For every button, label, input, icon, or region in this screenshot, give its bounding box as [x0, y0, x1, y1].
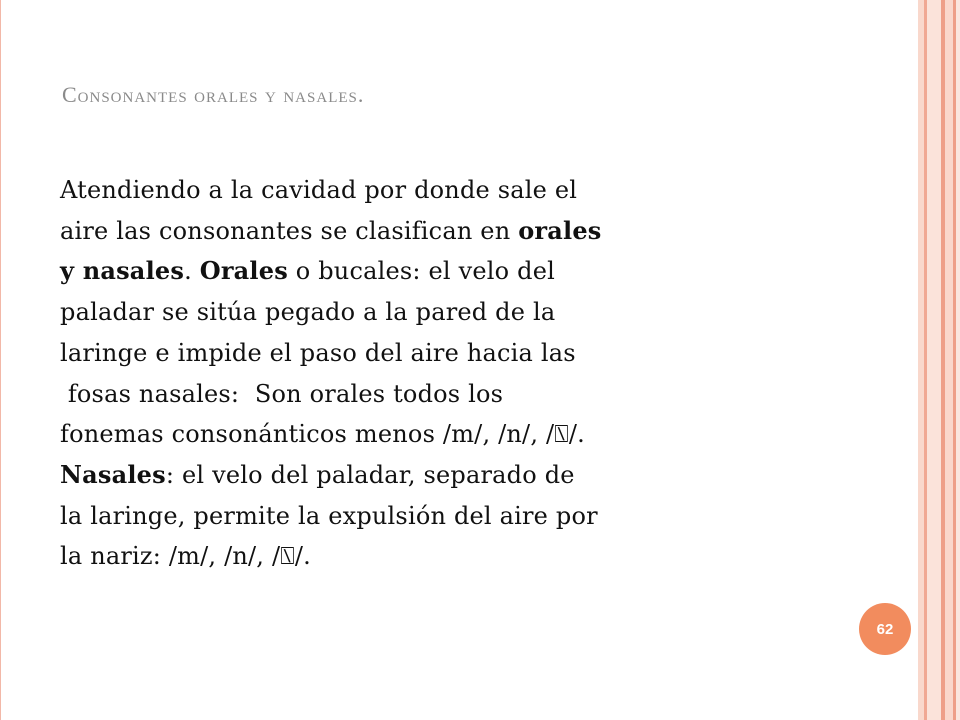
text-run: paladar se sitúa pegado a la pared de la [60, 298, 556, 327]
decorative-side-stripes [918, 0, 960, 720]
body-line [60, 536, 780, 577]
slide-title: Consonantes orales y nasales. [62, 82, 365, 107]
stripe [927, 0, 941, 720]
slide-body-text [60, 170, 780, 577]
bold-term: Orales [199, 256, 288, 286]
text-run: fosas nasales: Son orales todos los [60, 379, 504, 408]
text-run: . [184, 257, 200, 286]
body-line [60, 455, 780, 496]
text-run: Atendiendo a la cavidad por donde sale el [60, 176, 578, 204]
bold-term: y nasales [60, 256, 185, 286]
text-run: fonemas consonánticos menos /m/, /n/, /⍂/. [60, 420, 585, 449]
body-line [60, 414, 780, 455]
text-run: : el velo del paladar, separado de [165, 460, 575, 489]
bold-term: Nasales [60, 459, 166, 489]
text-run: aire las consonantes se clasifican en [60, 216, 519, 245]
left-border-rule [0, 0, 1, 720]
body-line [60, 374, 780, 415]
bold-term: orales [518, 215, 602, 245]
body-line [60, 170, 780, 211]
text-run: la nariz: /m/, /n/, /⍂/. [60, 542, 311, 571]
text-run: laringe e impide el paso del aire hacia las [60, 338, 576, 367]
body-line [60, 292, 780, 333]
body-line [60, 211, 780, 252]
body-line [60, 333, 780, 374]
text-run: o bucales: el velo del [287, 257, 555, 286]
stripe [956, 0, 960, 720]
page-number-badge: 62 [859, 603, 911, 655]
text-run: la laringe, permite la expulsión del aire por [60, 501, 598, 530]
body-line [60, 496, 780, 537]
stripe [945, 0, 953, 720]
body-line [60, 251, 780, 292]
